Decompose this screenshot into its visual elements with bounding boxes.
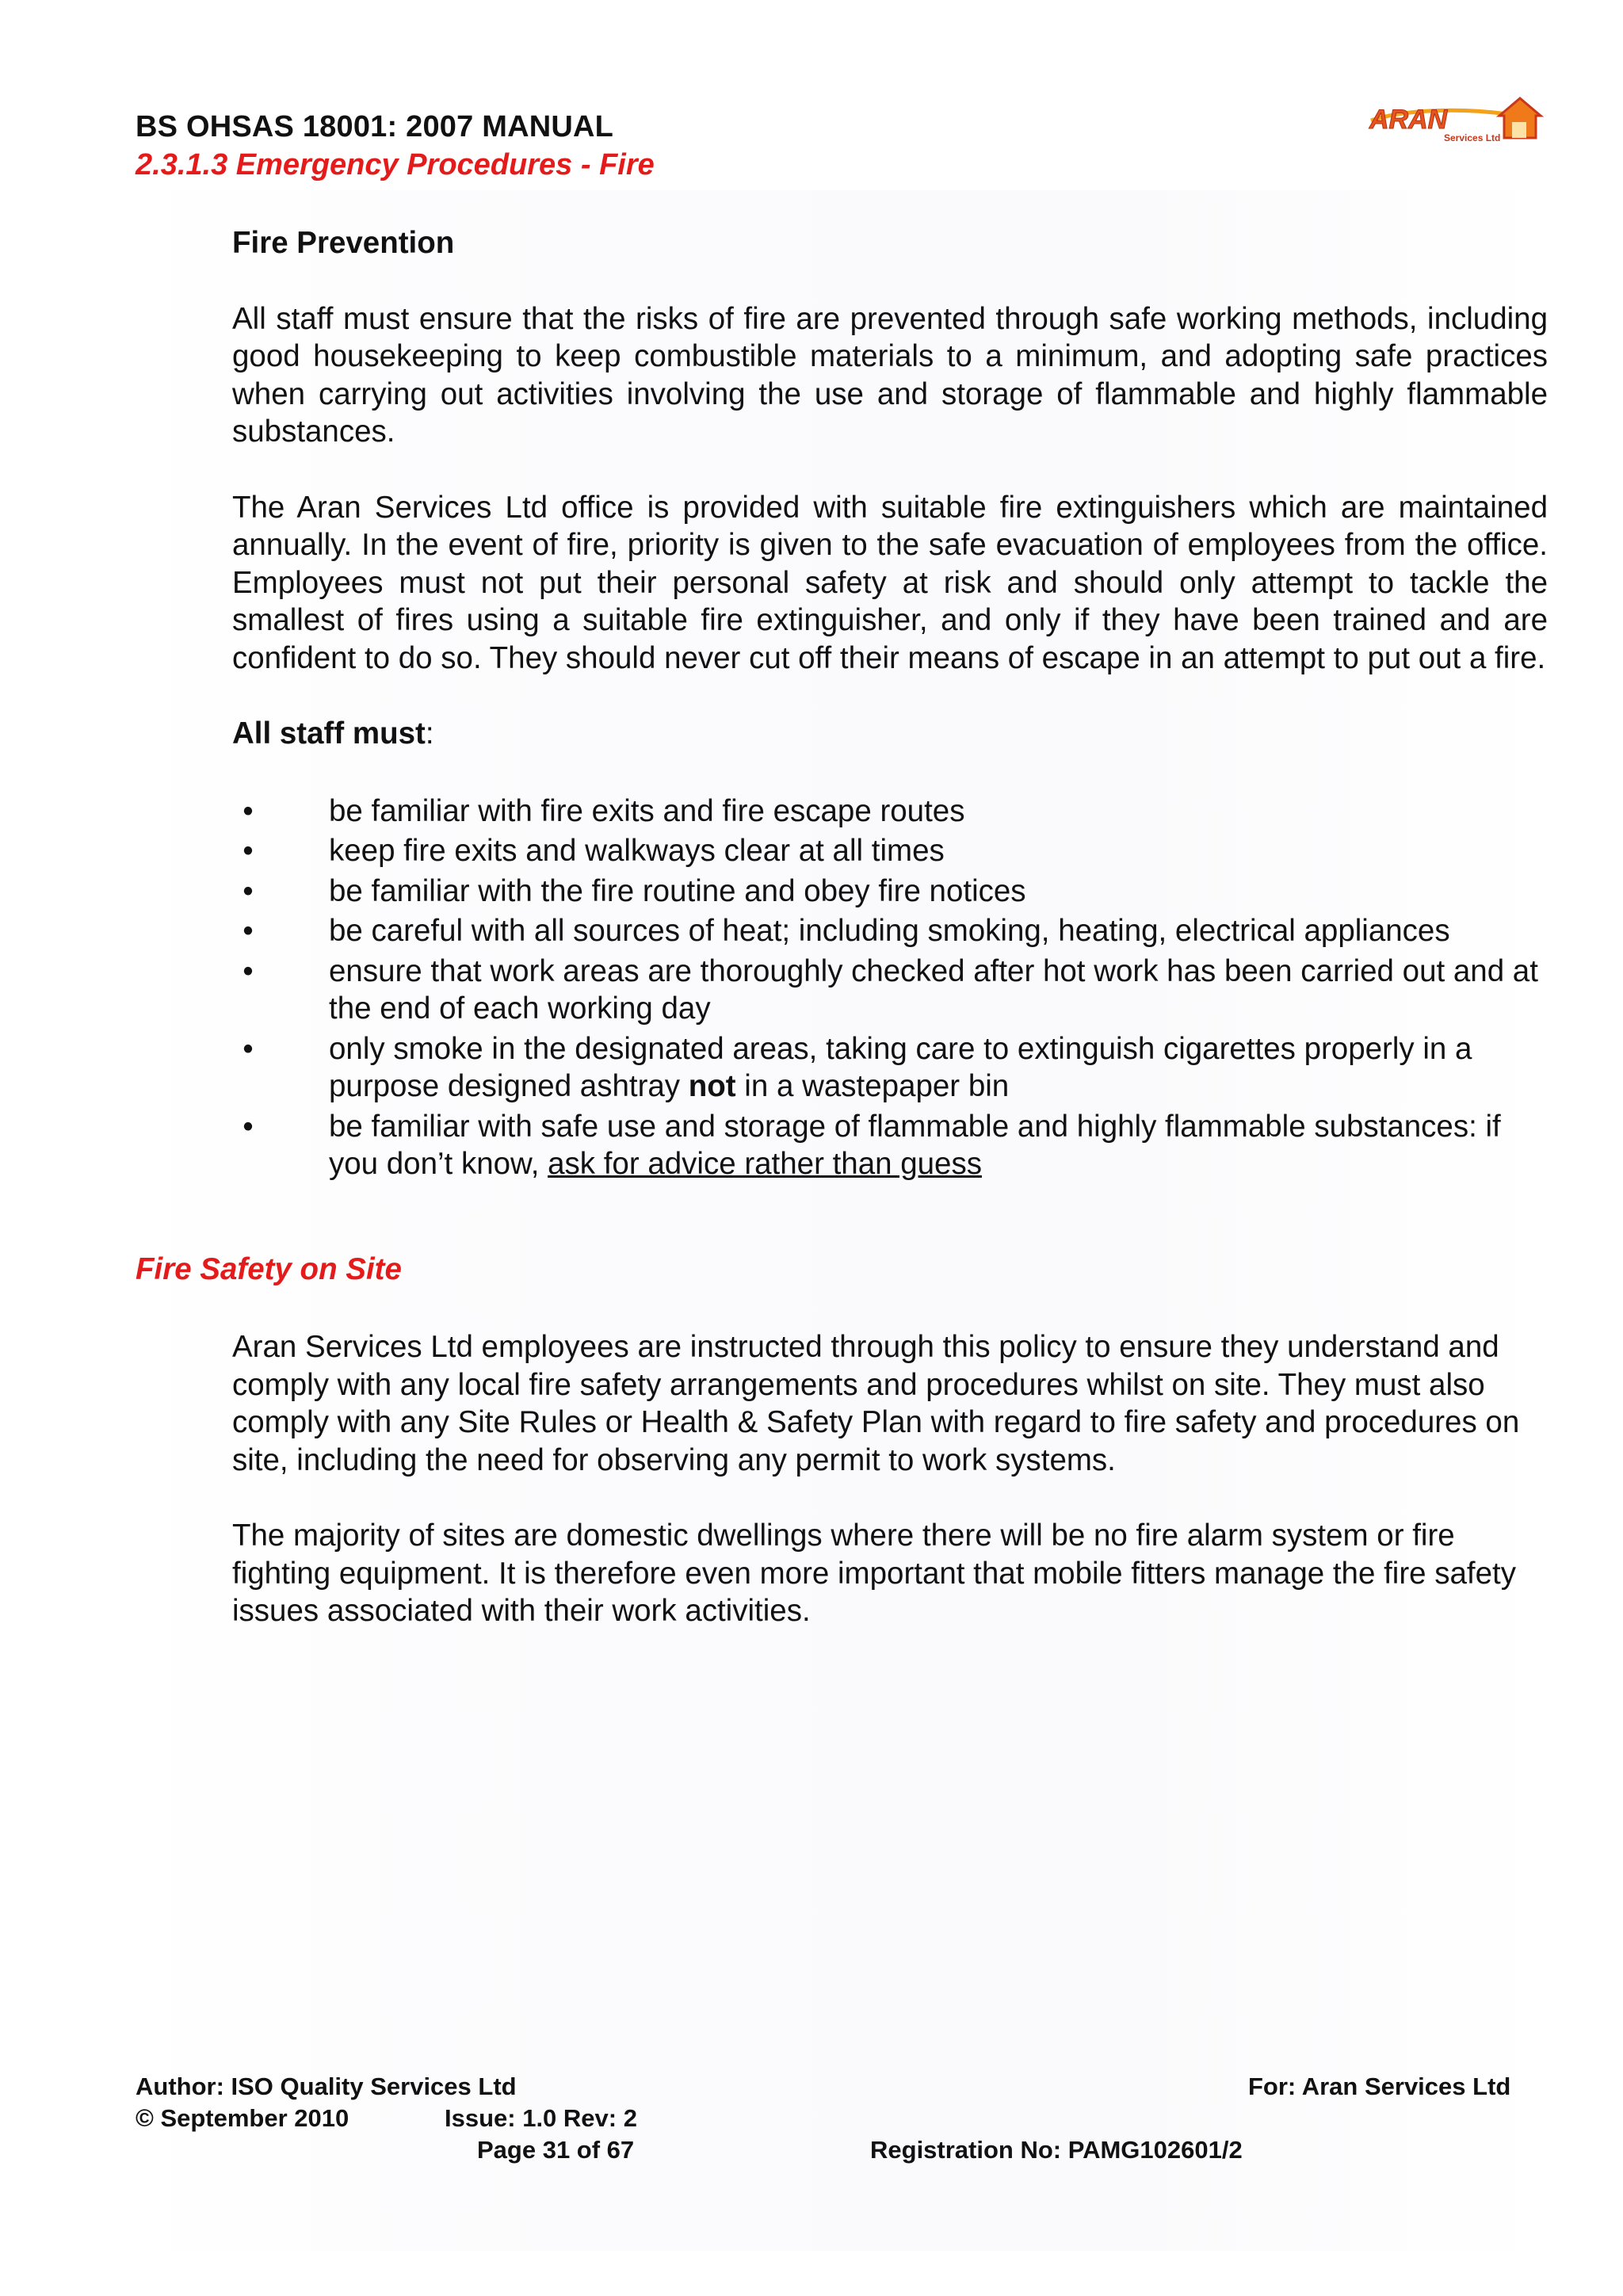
bullet-icon: •: [242, 873, 254, 908]
all-staff-heading: All staff must: [232, 716, 426, 751]
list-item-text: be careful with all sources of heat; including smoking, heating, electrical appliances: [329, 914, 1450, 948]
bullet-icon: •: [242, 953, 254, 988]
list-item-text: be familiar with the fire routine and obey fire notices: [329, 873, 1026, 908]
bullet-icon: •: [242, 793, 254, 828]
underlined-advice: ask for advice rather than guess: [548, 1147, 982, 1181]
section-subtitle: 2.3.1.3 Emergency Procedures - Fire: [136, 148, 655, 181]
document-title: BS OHSAS 18001: 2007 MANUAL: [136, 110, 614, 143]
fire-safety-site-section: [232, 1328, 1548, 1630]
list-item-text-part: only smoke in the designated areas, taking care to extinguish cigarettes properly in a purpose designed ashtray: [329, 1031, 1472, 1103]
list-item-text: keep fire exits and walkways clear at all times: [329, 834, 945, 868]
list-item-text: [329, 1110, 1501, 1182]
bullet-icon: •: [242, 1031, 254, 1066]
list-item-text: ensure that work areas are thoroughly checked after hot work has been carried out and at the end of each working day: [329, 953, 1538, 1026]
list-item: [232, 1108, 1548, 1183]
bullet-icon: •: [242, 1109, 254, 1144]
list-item: [232, 873, 1548, 911]
fire-safety-on-site-heading: Fire Safety on Site: [136, 1252, 402, 1286]
all-staff-colon: :: [425, 716, 434, 751]
fire-prevention-heading: Fire Prevention: [232, 226, 455, 260]
list-item-text-part: in a wastepaper bin: [735, 1069, 1010, 1103]
footer-copyright: © September 2010: [136, 2104, 349, 2132]
footer-registration: Registration No: PAMG102601/2: [870, 2136, 1243, 2164]
footer-page-number: Page 31 of 67: [477, 2136, 635, 2164]
list-item: [232, 953, 1548, 1028]
list-item-text: be familiar with fire exits and fire escape routes: [329, 793, 965, 828]
list-item-text-part: be familiar with safe use and storage of flammable and highly flammable substances: if you don’t know,: [329, 1109, 1501, 1181]
bullet-icon: •: [242, 914, 254, 948]
bullet-icon: •: [242, 834, 254, 868]
list-item: [232, 832, 1548, 870]
footer-for: For: Aran Services Ltd: [1248, 2073, 1511, 2100]
logo-subtext: Services Ltd: [1444, 132, 1501, 143]
fire-safety-paragraph-1: Aran Services Ltd employees are instructed through this policy to ensure they understand and comply with any local fire safety arrangements and procedures whilst on site. They must also comply with any Site Rules or Health & Safety Plan with regard to fire safety and procedures on site, including the need for observing any permit to work systems.: [232, 1330, 1520, 1477]
fire-prevention-paragraph-2: The Aran Services Ltd office is provided with suitable fire extinguishers which are maintained annually. In the event of fire, priority is given to the safe evacuation of employees from the office. Employees must not put their personal safety at risk and should only attempt to tackle the smallest of fires using a suitable fire extinguisher, and only if they have been trained and are confident to do so. They should never cut off their means of escape in an attempt to put out a fire.: [232, 490, 1548, 675]
footer-author: Author: ISO Quality Services Ltd: [136, 2073, 517, 2100]
list-item: [232, 793, 1548, 831]
emphasis-not: not: [688, 1069, 736, 1103]
all-staff-heading-line: [232, 715, 1548, 753]
fire-prevention-paragraph-1: All staff must ensure that the risks of fire are prevented through safe working methods, including good housekeeping to keep combustible materials to a minimum, and adopting safe practices when carrying out activities involving the use and storage of flammable and highly flammable substances.: [232, 301, 1548, 449]
footer-issue: Issue: 1.0 Rev: 2: [445, 2104, 637, 2132]
aran-logo: [1365, 94, 1544, 143]
logo-text: ARAN: [1369, 105, 1448, 135]
list-item: [232, 1030, 1548, 1106]
list-item: [232, 912, 1548, 950]
fire-safety-paragraph-2: The majority of sites are domestic dwellings where there will be no fire alarm system or fire fighting equipment. It is therefore even more important that mobile fitters manage the fire safety issues associated with their work activities.: [232, 1519, 1516, 1628]
fire-prevention-section: [232, 224, 1548, 1186]
list-item-text: [329, 1032, 1472, 1104]
staff-rules-list: [232, 793, 1548, 1183]
